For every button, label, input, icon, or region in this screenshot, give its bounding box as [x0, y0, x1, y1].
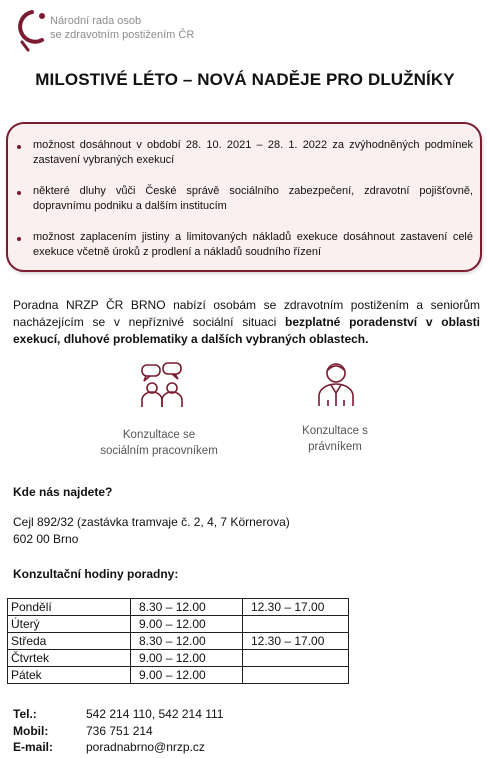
hours-day: Čtvrtek — [8, 650, 131, 667]
page-title: MILOSTIVÉ LÉTO – NOVÁ NADĚJE PRO DLUŽNÍKY — [35, 70, 455, 89]
service-lawyer — [270, 423, 400, 455]
service-social-worker-line2: sociálním pracovníkem — [100, 445, 218, 457]
tel-label: Tel.: — [13, 707, 37, 721]
service-lawyer-line2: právníkem — [308, 441, 362, 453]
hours-afternoon — [243, 667, 349, 684]
hours-heading: Konzultační hodiny poradny: — [13, 567, 179, 581]
table-row — [8, 616, 349, 633]
email-label: E-mail: — [13, 740, 54, 754]
highlight-item-2: některé dluhy vůči České správě sociálního zabezpečení, zdravotní pojišťovně, dopravnímu podniku a dalším institucím — [33, 185, 473, 212]
intro-text: Poradna NRZP ČR BRNO nabízí osobám se zdravotním postižením a seniorům nacházejícím se v nepříznivé sociální situaci — [13, 298, 480, 329]
hours-afternoon — [243, 650, 349, 667]
nrzp-logo-icon — [8, 4, 52, 52]
intro-bold-text: bezplatné poradenství v oblasti exekucí, dluhové problematiky a dalších vybraných oblastech. — [13, 315, 480, 346]
social-worker-consult-icon — [137, 362, 187, 408]
hours-day: Úterý — [8, 616, 131, 633]
mobile-label: Mobil: — [13, 724, 49, 738]
hours-afternoon: 12.30 – 17.00 — [243, 633, 349, 650]
service-social-worker — [84, 427, 234, 459]
service-lawyer-line1: Konzultace s — [302, 425, 368, 437]
intro-paragraph — [13, 297, 480, 348]
service-social-worker-line1: Konzultace se — [122, 429, 196, 441]
hours-table — [7, 598, 349, 684]
bullet-dot — [17, 237, 21, 241]
hours-day: Pátek — [8, 667, 131, 684]
email-value[interactable]: poradnabrno@nrzp.cz — [86, 740, 205, 754]
address-line2: 602 00 Brno — [13, 532, 79, 546]
highlight-item-3: možnost zaplacením jistiny a limitovaných nákladů exekuce dosáhnout zastavení celé exekuce včetně úroků z prodlení a nákladů soudního řízení — [33, 231, 473, 258]
hours-morning: 9.00 – 12.00 — [131, 667, 243, 684]
table-row — [8, 667, 349, 684]
hours-morning: 9.00 – 12.00 — [131, 616, 243, 633]
table-row — [8, 650, 349, 667]
hours-afternoon — [243, 616, 349, 633]
location-heading: Kde nás najdete? — [13, 485, 113, 499]
bullet-dot — [17, 191, 21, 195]
hours-day: Středa — [8, 633, 131, 650]
mobile-value[interactable]: 736 751 214 — [86, 724, 153, 738]
hours-morning: 9.00 – 12.00 — [131, 650, 243, 667]
hours-morning: 8.30 – 12.00 — [131, 599, 243, 616]
table-row — [8, 633, 349, 650]
hours-day: Pondělí — [8, 599, 131, 616]
hours-morning: 8.30 – 12.00 — [131, 633, 243, 650]
hours-afternoon: 12.30 – 17.00 — [243, 599, 349, 616]
bullet-dot — [17, 145, 21, 149]
table-row — [8, 599, 349, 616]
address-line1: Cejl 892/32 (zastávka tramvaje č. 2, 4, 7 Körnerova) — [13, 515, 290, 529]
org-name-line1: Národní rada osob — [50, 15, 142, 27]
lawyer-icon — [311, 360, 361, 406]
org-name — [50, 14, 194, 42]
tel-value[interactable]: 542 214 110, 542 214 111 — [86, 707, 224, 721]
org-name-line2: se zdravotním postižením ČR — [50, 29, 195, 41]
highlight-item-1: možnost dosáhnout v období 28. 10. 2021 – 28. 1. 2022 za zvýhodněných podmínek zastavení vybraných exekucí — [33, 139, 473, 166]
